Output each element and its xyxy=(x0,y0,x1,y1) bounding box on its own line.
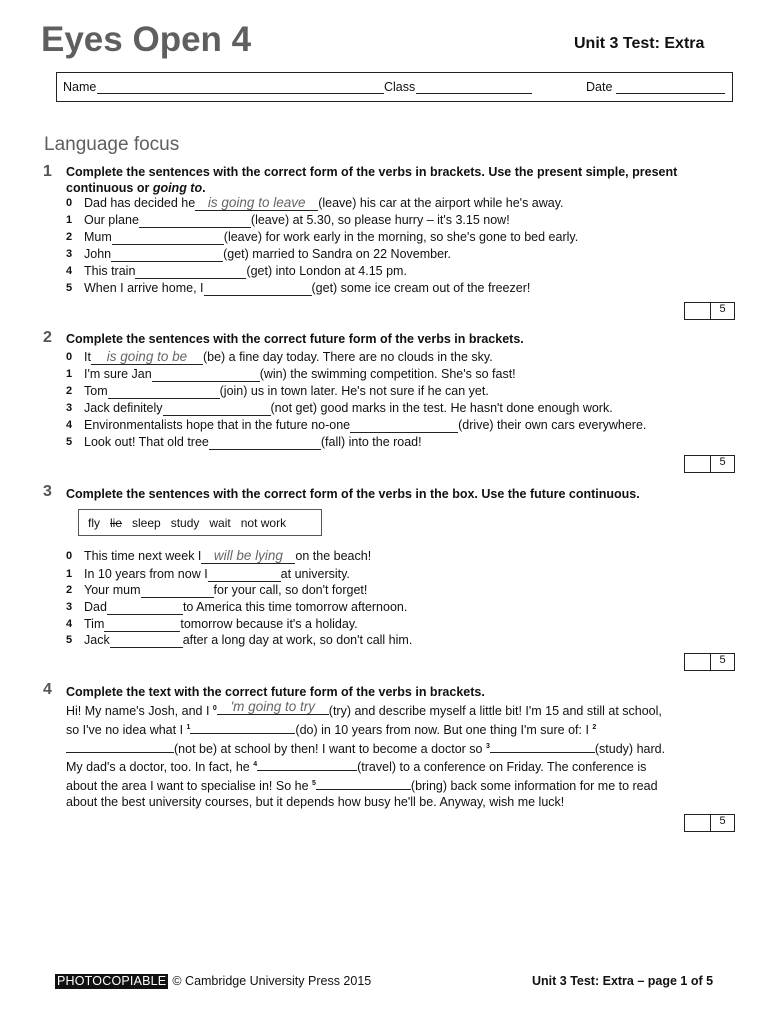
word-box xyxy=(78,509,322,536)
exercise-4-number: 4 xyxy=(43,681,52,698)
exercise-3-instruction: Complete the sentences with the correct form of the verbs in the box. Use the future continuous. xyxy=(66,487,640,501)
footer-copyright xyxy=(55,974,371,989)
answer-gap[interactable] xyxy=(135,265,246,279)
exercise-2-score-box xyxy=(684,455,735,473)
date-input-line[interactable] xyxy=(616,80,725,94)
answer-gap[interactable] xyxy=(110,634,183,648)
answer-gap[interactable] xyxy=(104,618,180,632)
example-answer: 'm going to try xyxy=(230,699,315,714)
answer-gap[interactable] xyxy=(490,739,595,753)
exercise-1-item-5: 5 When I arrive home, I (get) some ice cream out of the freezer! xyxy=(66,281,531,295)
photocopiable-label: PHOTOCOPIABLE xyxy=(57,974,167,988)
answer-gap[interactable] xyxy=(209,436,321,450)
exercise-3-item-2: 2 Your mum for your call, so don't forget! xyxy=(66,583,368,597)
name-label: Name xyxy=(63,80,97,94)
word-box-word: wait xyxy=(209,515,231,530)
score-input[interactable] xyxy=(685,456,711,472)
copyright-text: © Cambridge University Press 2015 xyxy=(172,974,372,988)
exercise-2-number: 2 xyxy=(43,329,52,346)
answer-gap[interactable] xyxy=(208,568,281,582)
exercise-2-item-5: 5 Look out! That old tree (fall) into the road! xyxy=(66,435,422,449)
instruction-emphasis: going to xyxy=(152,181,203,195)
book-title: Eyes Open 4 xyxy=(41,20,252,59)
example-answer-gap xyxy=(217,701,329,715)
answer-gap[interactable] xyxy=(107,601,183,615)
exercise-1-item-0: 0 Dad has decided he is going to leave (leave) his car at the airport while he's away. xyxy=(66,195,564,210)
score-max: 5 xyxy=(719,303,726,315)
footer-page-info: Unit 3 Test: Extra – page 1 of 5 xyxy=(532,974,714,988)
word-box-word: not work xyxy=(240,515,287,530)
exercise-3-item-5: 5 Jack after a long day at work, so don't call him. xyxy=(66,633,413,647)
word-box-word-used: lie xyxy=(110,515,123,530)
answer-gap[interactable] xyxy=(190,720,295,734)
exercise-2-item-1: 1 I'm sure Jan (win) the swimming competition. She's so fast! xyxy=(66,367,516,381)
exercise-2-instruction: Complete the sentences with the correct future form of the verbs in brackets. xyxy=(66,332,524,346)
example-answer-gap xyxy=(201,550,295,564)
exercise-3-item-4: 4 Tim tomorrow because it's a holiday. xyxy=(66,617,358,631)
score-max: 5 xyxy=(719,654,726,666)
answer-gap[interactable] xyxy=(152,368,260,382)
exercise-2-item-0: 0 It is going to be (be) a fine day today. There are no clouds in the sky. xyxy=(66,349,493,364)
exercise-1-item-3: 3 John (get) married to Sandra on 22 November. xyxy=(66,247,452,261)
word-box-word: study xyxy=(170,515,200,530)
date-field xyxy=(586,80,725,95)
example-answer: will be lying xyxy=(213,548,283,563)
class-input-line[interactable] xyxy=(416,80,532,94)
exercise-1-score-box xyxy=(684,302,735,320)
date-label: Date xyxy=(586,80,613,94)
exercise-1-item-1: 1 Our plane (leave) at 5.30, so please hurry – it's 3.15 now! xyxy=(66,213,510,227)
exercise-3-item-1: 1 In 10 years from now I at university. xyxy=(66,567,350,581)
exercise-1-item-2: 2 Mum (leave) for work early in the morning, so she's gone to bed early. xyxy=(66,230,579,244)
exercise-2-item-2: 2 Tom (join) us in town later. He's not sure if he can yet. xyxy=(66,384,489,398)
name-input-line[interactable] xyxy=(97,80,384,94)
answer-gap[interactable] xyxy=(350,419,458,433)
exercise-3-score-box xyxy=(684,653,735,671)
answer-gap[interactable] xyxy=(257,757,357,771)
answer-gap[interactable] xyxy=(108,385,220,399)
example-answer-gap xyxy=(91,351,203,365)
exercise-4-text: Hi! My name's Josh, and I $^0$ 'm going to try (try) and describe myself a little bit! I'm 15 and still at school, so I've no idea what I $^1$ (do) in 10 years from now. But one thing I'm sure of: I $^2$(not be) at school by then! I want to become a doctor so $^3$ (study) hard. My dad's a doctor, too. In fact, he $^4$ (travel) to a conference on Friday. The conference is about the area I want to specialise in! So he $^5$ (bring) back some information for me to read about the best university courses, but it depends how busy he'll be. Anyway, wish me luck! xyxy=(66,699,666,809)
exercise-3-number: 3 xyxy=(43,483,52,500)
example-answer: is going to be xyxy=(106,349,188,364)
exercise-3-item-0: 0 This time next week I will be lying on the beach! xyxy=(66,548,372,563)
name-field xyxy=(63,80,384,95)
answer-gap[interactable] xyxy=(66,739,174,753)
example-answer-gap xyxy=(195,197,318,211)
exercise-4-instruction: Complete the text with the correct future form of the verbs in brackets. xyxy=(66,685,485,699)
exercise-2-item-4: 4 Environmentalists hope that in the future no-one (drive) their own cars everywhere. xyxy=(66,418,647,432)
exercise-1-number: 1 xyxy=(43,163,52,180)
answer-gap[interactable] xyxy=(112,231,224,245)
class-label: Class xyxy=(384,80,416,94)
answer-gap[interactable] xyxy=(111,248,223,262)
exercise-4-score-box xyxy=(684,814,735,832)
answer-gap[interactable] xyxy=(316,776,411,790)
exercise-2-item-3: 3 Jack definitely (not get) good marks in the test. He hasn't done enough work. xyxy=(66,401,613,415)
test-title: Unit 3 Test: Extra xyxy=(574,35,705,52)
answer-gap[interactable] xyxy=(204,282,312,296)
answer-gap[interactable] xyxy=(163,402,271,416)
word-box-word: sleep xyxy=(132,515,161,530)
answer-gap[interactable] xyxy=(141,584,214,598)
score-input[interactable] xyxy=(685,815,711,831)
answer-gap[interactable] xyxy=(139,214,251,228)
exercise-3-item-3: 3 Dad to America this time tomorrow afternoon. xyxy=(66,600,408,614)
exercise-1-instruction: Complete the sentences with the correct form of the verbs in brackets. Use the present simple, present continuous or going to. xyxy=(66,165,678,195)
section-title: Language focus xyxy=(44,134,180,155)
score-input[interactable] xyxy=(685,303,711,319)
score-max: 5 xyxy=(719,815,726,827)
class-field xyxy=(384,80,532,95)
example-answer: is going to leave xyxy=(207,195,306,210)
score-input[interactable] xyxy=(685,654,711,670)
word-box-word: fly xyxy=(88,515,100,530)
exercise-1-item-4: 4 This train (get) into London at 4.15 pm. xyxy=(66,264,407,278)
score-max: 5 xyxy=(719,456,726,468)
